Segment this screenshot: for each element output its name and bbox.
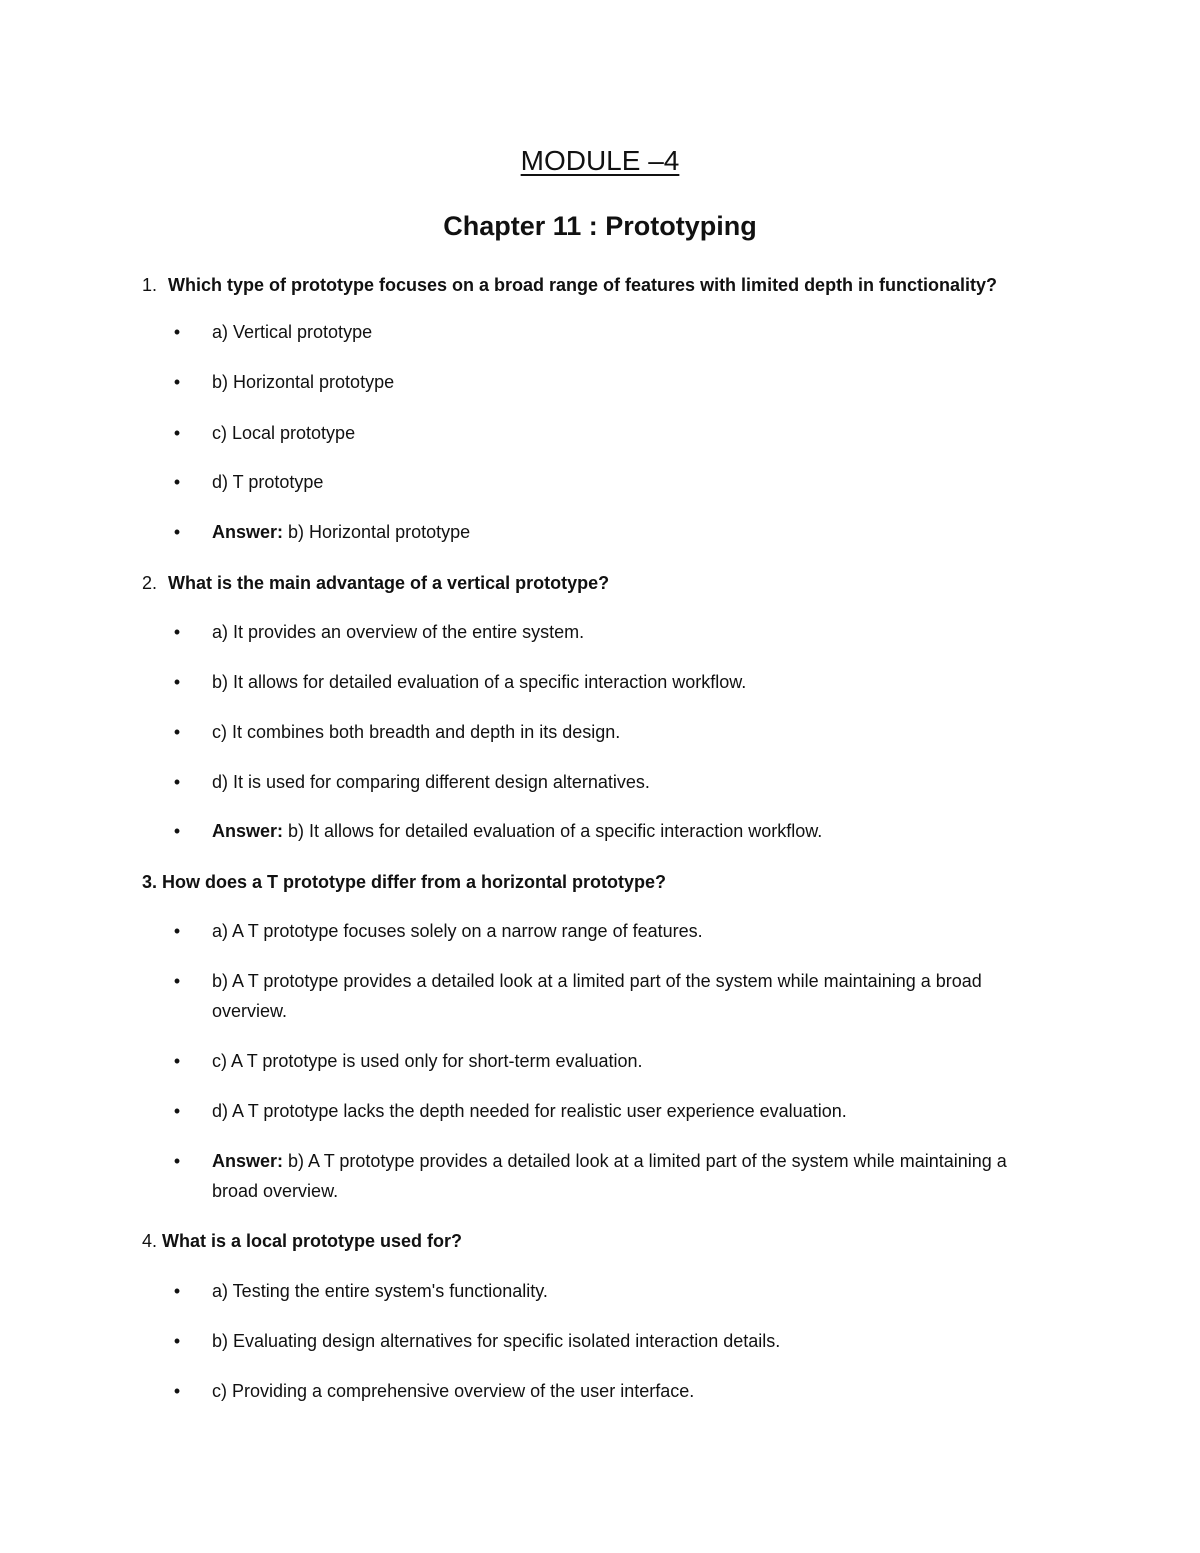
bullet-icon: • bbox=[173, 1281, 181, 1301]
question-text: How does a T prototype differ from a horizontal prototype? bbox=[162, 872, 667, 892]
answer-2 bbox=[173, 816, 1042, 846]
option-3c: • c) A T prototype is used only for short-term evaluation. bbox=[212, 1046, 1042, 1076]
option-2c: • c) It combines both breadth and depth in its design. bbox=[212, 717, 1042, 747]
bullet-icon: • bbox=[173, 1101, 181, 1121]
bullet-icon: • bbox=[173, 423, 181, 443]
bullet-icon: • bbox=[173, 372, 181, 392]
question-number: 3. bbox=[142, 872, 158, 892]
question-1 bbox=[142, 272, 997, 298]
answer-3 bbox=[173, 1146, 1042, 1206]
question-number: 1. bbox=[142, 275, 158, 295]
answer-label: Answer: bbox=[212, 1151, 284, 1171]
answer-text: b) It allows for detailed evaluation of a specific interaction workflow. bbox=[288, 821, 823, 841]
option-1b: • b) Horizontal prototype bbox=[212, 367, 1042, 397]
bullet-icon: • bbox=[173, 672, 181, 692]
bullet-icon: • bbox=[173, 1151, 181, 1171]
answer-label: Answer: bbox=[212, 522, 284, 542]
bullet-icon: • bbox=[173, 921, 181, 941]
answer-text: b) A T prototype provides a detailed look at a limited part of the system while maintaining a broad overview. bbox=[212, 1151, 1007, 1201]
bullet-icon: • bbox=[173, 971, 181, 991]
option-1d: • d) T prototype bbox=[212, 467, 1042, 497]
option-1c: • c) Local prototype bbox=[212, 418, 1042, 448]
bullet-icon: • bbox=[173, 522, 181, 542]
bullet-icon: • bbox=[173, 1331, 181, 1351]
question-2 bbox=[142, 570, 609, 596]
bullet-icon: • bbox=[173, 322, 181, 342]
bullet-icon: • bbox=[173, 722, 181, 742]
bullet-icon: • bbox=[173, 1051, 181, 1071]
bullet-icon: • bbox=[173, 772, 181, 792]
bullet-icon: • bbox=[173, 821, 181, 841]
question-number: 2. bbox=[142, 573, 158, 593]
question-text: What is the main advantage of a vertical prototype? bbox=[168, 573, 610, 593]
question-text: What is a local prototype used for? bbox=[162, 1231, 463, 1251]
option-2b: • b) It allows for detailed evaluation of a specific interaction workflow. bbox=[212, 667, 1042, 697]
bullet-icon: • bbox=[173, 622, 181, 642]
bullet-icon: • bbox=[173, 1381, 181, 1401]
option-3b: • b) A T prototype provides a detailed look at a limited part of the system while maintaining a broad overview. bbox=[212, 966, 1042, 1026]
bullet-icon: • bbox=[173, 472, 181, 492]
module-title: MODULE –4 bbox=[520, 145, 680, 176]
question-4 bbox=[142, 1228, 462, 1254]
question-number: 4. bbox=[142, 1231, 158, 1251]
answer-label: Answer: bbox=[212, 821, 284, 841]
question-text: Which type of prototype focuses on a broad range of features with limited depth in functionality? bbox=[168, 275, 998, 295]
option-3a: • a) A T prototype focuses solely on a narrow range of features. bbox=[212, 916, 1042, 946]
option-4b: • b) Evaluating design alternatives for specific isolated interaction details. bbox=[212, 1326, 1042, 1356]
question-3 bbox=[142, 869, 666, 895]
option-3d: • d) A T prototype lacks the depth needed for realistic user experience evaluation. bbox=[212, 1096, 1042, 1126]
option-4a: • a) Testing the entire system's functionality. bbox=[212, 1276, 1042, 1306]
chapter-title: Chapter 11 : Prototyping bbox=[443, 211, 757, 241]
option-1a: • a) Vertical prototype bbox=[212, 317, 1042, 347]
answer-text: b) Horizontal prototype bbox=[288, 522, 471, 542]
option-2a: • a) It provides an overview of the entire system. bbox=[212, 617, 1042, 647]
option-4c: • c) Providing a comprehensive overview of the user interface. bbox=[212, 1376, 1042, 1406]
answer-1 bbox=[173, 517, 1042, 547]
option-2d: • d) It is used for comparing different design alternatives. bbox=[212, 767, 1042, 797]
